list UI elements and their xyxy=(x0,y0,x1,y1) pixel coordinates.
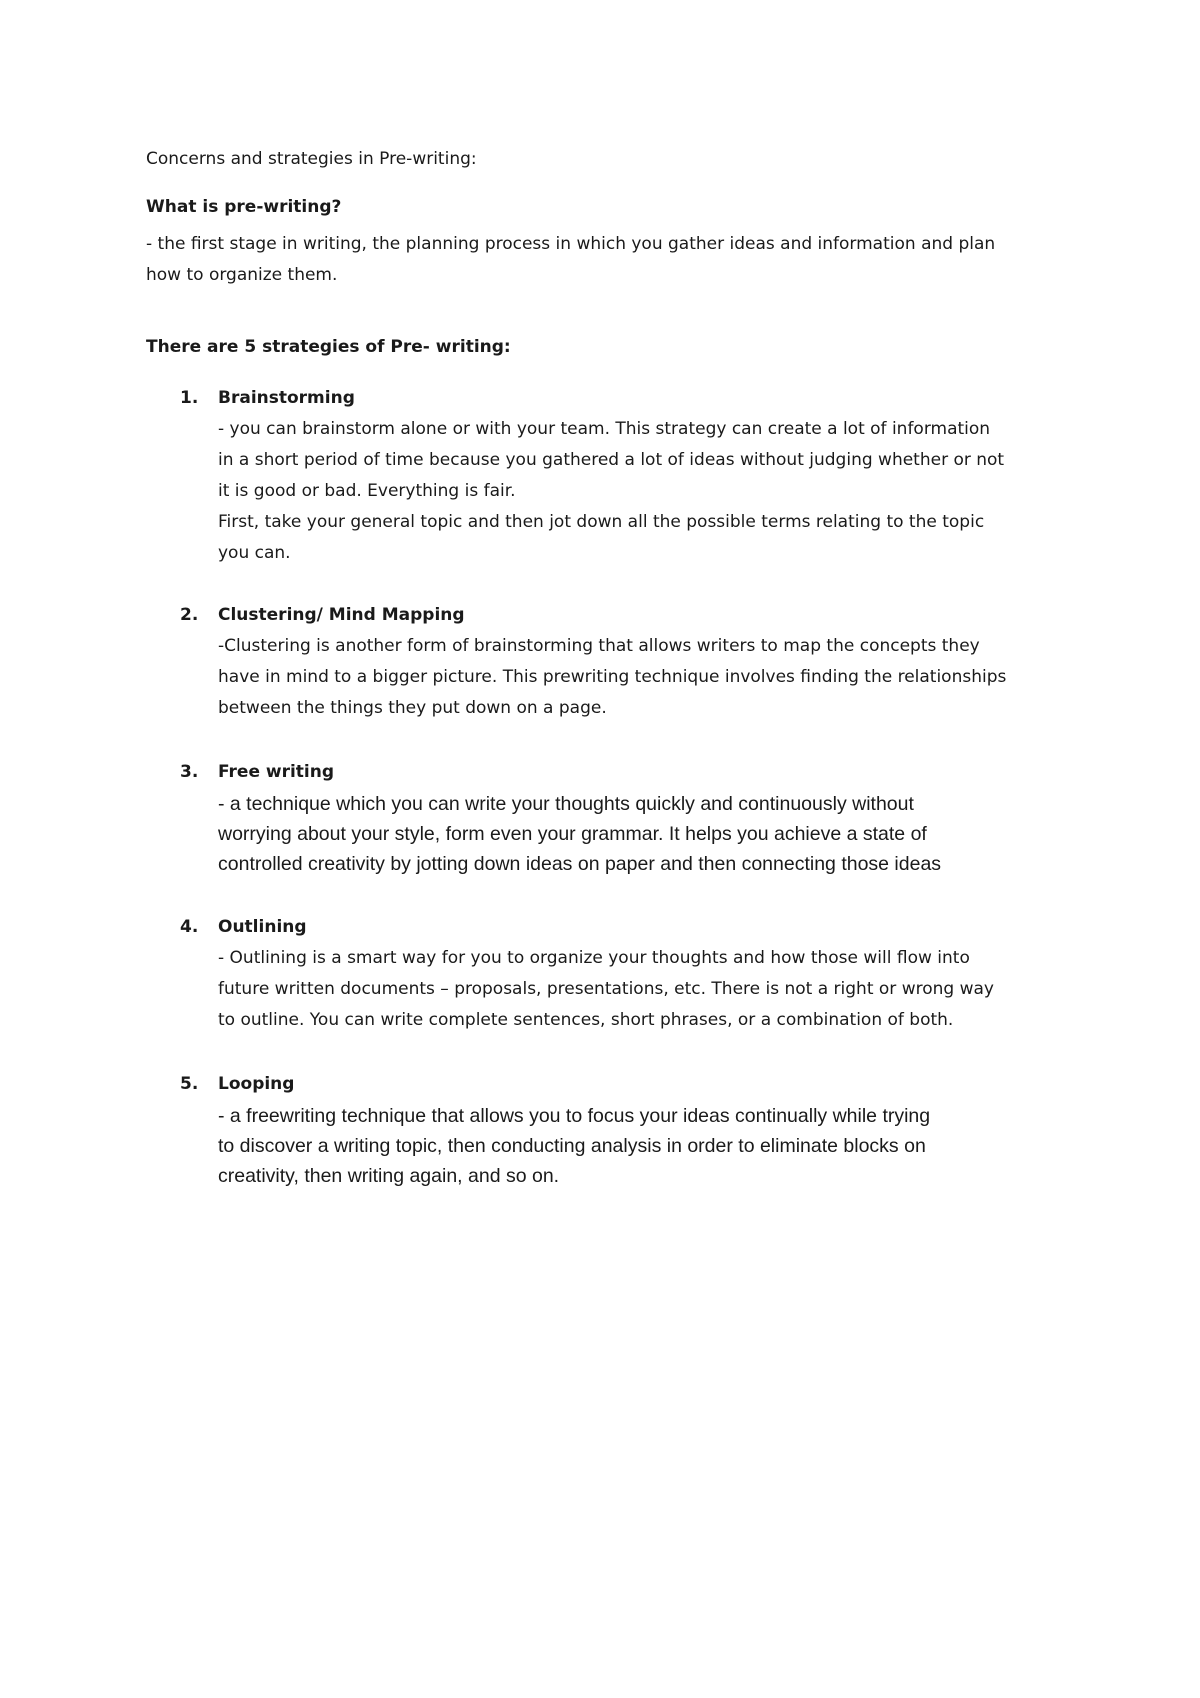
description-line: worrying about your style, form even your grammar. It helps you achieve a state of xyxy=(218,823,927,845)
description-line: have in mind to a bigger picture. This prewriting technique involves finding the relationships xyxy=(218,667,1007,687)
strategy-description xyxy=(218,631,1058,724)
description-line: - you can brainstorm alone or with your team. This strategy can create a lot of information xyxy=(218,419,991,439)
question-heading: What is pre-writing? xyxy=(146,197,342,217)
description-line: First, take your general topic and then jot down all the possible terms relating to the topic xyxy=(218,512,985,532)
strategy-description xyxy=(218,943,1058,1036)
strategy-title: Brainstorming xyxy=(218,388,355,408)
description-line: creativity, then writing again, and so on. xyxy=(218,1165,560,1187)
strategy-number: 2. xyxy=(180,605,199,625)
description-line: to discover a writing topic, then conducting analysis in order to eliminate blocks on xyxy=(218,1135,926,1157)
strategy-title: Looping xyxy=(218,1074,295,1094)
definition-line: how to organize them. xyxy=(146,265,338,285)
description-line: controlled creativity by jotting down ideas on paper and then connecting those ideas xyxy=(218,853,942,875)
strategy-title: Outlining xyxy=(218,917,307,937)
definition-line: - the first stage in writing, the planning process in which you gather ideas and information and plan xyxy=(146,234,996,254)
description-line: - a technique which you can write your thoughts quickly and continuously without xyxy=(218,793,914,815)
description-line: to outline. You can write complete sentences, short phrases, or a combination of both. xyxy=(218,1010,954,1030)
strategy-description xyxy=(218,1101,1068,1191)
description-line: in a short period of time because you gathered a lot of ideas without judging whether or not xyxy=(218,450,1005,470)
strategy-number: 4. xyxy=(180,917,199,937)
document-title: Concerns and strategies in Pre-writing: xyxy=(146,149,477,169)
description-line: it is good or bad. Everything is fair. xyxy=(218,481,516,501)
description-line: -Clustering is another form of brainstorming that allows writers to map the concepts they xyxy=(218,636,980,656)
description-line: future written documents – proposals, presentations, etc. There is not a right or wrong way xyxy=(218,979,994,999)
strategy-number: 3. xyxy=(180,762,199,782)
strategy-number: 5. xyxy=(180,1074,199,1094)
description-line: - a freewriting technique that allows you to focus your ideas continually while trying xyxy=(218,1105,931,1127)
strategy-description xyxy=(218,414,1058,569)
strategy-title: Clustering/ Mind Mapping xyxy=(218,605,465,625)
description-line: you can. xyxy=(218,543,291,563)
strategy-number: 1. xyxy=(180,388,199,408)
strategies-heading: There are 5 strategies of Pre- writing: xyxy=(146,337,511,357)
description-line: between the things they put down on a page. xyxy=(218,698,607,718)
description-line: - Outlining is a smart way for you to organize your thoughts and how those will flow into xyxy=(218,948,970,968)
definition-paragraph xyxy=(146,229,1066,291)
strategy-title: Free writing xyxy=(218,762,335,782)
strategy-description xyxy=(218,789,1068,879)
